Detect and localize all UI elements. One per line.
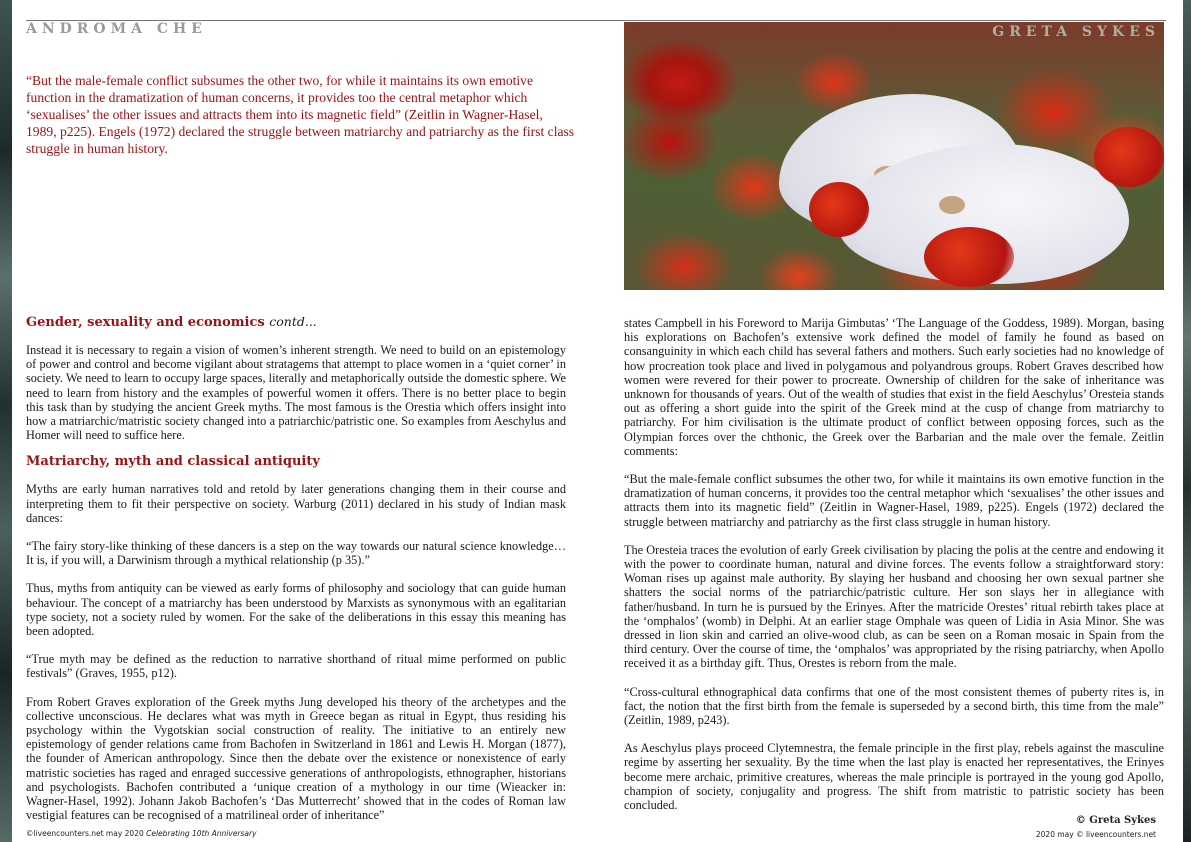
paragraph: From Robert Graves exploration of the Greek myths Jung developed his theory of the archetypes and the collective unconscious. He declares what was myth in Greece began as ritual in Egypt, thus residing his psychology within the Vygotskian social construction of reality. The initiative to an entirely new epistemology of gender relations came from Bachofen in Switzerland in 1861 and Lewis H. Morgan (1877), the founder of American anthropology. Since then the debate over the existence or nonexistence of early matristic societies has raged and enraged successive generations of anthropologists, ethnographer, historians and psychologists. Bachofen contributed a ‘unique creation of a mythology in our time (Wieacker in: Wagner-Hasel, 1992). Johann Jakob Bachofen’s ‘Das Mutterrecht’ showed that in the codes of Roman law vestigial features can be recognised of a matrilineal order of inheritance” — [26, 694, 566, 823]
heading-text: Gender, sexuality and economics — [26, 315, 265, 330]
quote-paragraph: “True myth may be defined as the reduction to narrative shorthand of ritual mime performed on public festivals” (Graves, 1955, p12). — [26, 652, 566, 681]
left-column — [26, 314, 566, 836]
poppy-flower — [924, 227, 1014, 287]
running-title-right: GRETA SYKES — [992, 24, 1160, 40]
pull-quote: “But the male-female conflict subsumes the other two, for while it maintains its own emotive function in the dramatization of human concerns, it provides too the central metaphor which ‘sexualises’ the other issues and attracts them into its magnetic field” (Zeitlin in Wagner-Hasel, 1989, p225). Engels (1972) declared the struggle between matriarchy and patriarchy as the first class struggle in human history. — [26, 73, 575, 156]
paragraph: Instead it is necessary to regain a vision of women’s inherent strength. We need to build on an epistemology of power and control and become vigilant about stratagems that attempt to place women in a ‘quiet corner’ in society. We need to learn to occupy large spaces, literally and metaphorically outside the domestic sphere. We need to learn from history and the examples of powerful women it offers. There is no better place to begin this task than by studying the ancient Greek myths. The most famous is the Orestia which offers insight into how a matriarchic/matristic society changed into a patriarchic/patristic one. So examples from Aeschylus and Homer will need to suffice here. — [26, 343, 566, 443]
magazine-spread — [12, 0, 1183, 842]
section-heading-gender — [26, 314, 566, 331]
paragraph: As Aeschylus plays proceed Clytemnestra, the female principle in the first play, rebels against the masculine regime by asserting her sexuality. By the time when the last play is enacted her representatives, the Erinyes become mere archaic, primitive creatures, whereas the male principle is portrayed in the young god Apollo, champion of society, conjugality and progress. The shift from matristic to patristic society has been concluded. — [624, 741, 1164, 813]
mask-eye-hole — [939, 196, 965, 214]
footer-author: © Greta Sykes — [1075, 815, 1156, 826]
paragraph: The Oresteia traces the evolution of early Greek civilisation by placing the polis at the centre and endowing it with the power to coordinate human, natural and divine forces. The events follow a straightforward story: Woman rises up against male authority. By slaying her husband and choosing her own sexual partner she shatters the social norms of the patriarchic/patristic culture. Her son slays her in allegiance with father/husband. In turn he is pursued by the Erinyes. After the matricide Orestes’ ritual rebirth takes place at the ‘omphalos’ (womb) in Delphi. At an earlier stage Omphale was queen of Lidia in Asia Minor. She was dressed in lion skin and carried an olive-wood club, as can be seen on a Roman mosaic in Spain from the third century. Over the course of time, the ‘omphalos’ was appropriated by the rising patriarchy, when Apollo received it as a birthday gift. Thus, Orestes is reborn from the male. — [624, 542, 1164, 671]
hero-image-masks-poppies — [624, 22, 1164, 290]
paragraph: Thus, myths from antiquity can be viewed as early forms of philosophy and sociology that can guide human behaviour. The concept of a matriarchy has been understood by Marxists as synonymous with an egalitarian type society, not a society ruled by women. For the sake of the deliberations in this essay this meaning has been adopted. — [26, 581, 566, 639]
quote-paragraph: “The fairy story-like thinking of these dancers is a step on the way towards our natural science knowledge… It is, if you will, a Darwinism through a mythical relationship (p 35).” — [26, 539, 566, 568]
footer-site: 2020 may © liveencounters.net — [1035, 830, 1156, 839]
background-edge-right — [1183, 0, 1191, 842]
footer-anniversary: Celebrating 10th Anniversary — [146, 829, 257, 838]
quote-paragraph: “But the male-female conflict subsumes the other two, for while it maintains its own emotive function in the dramatization of human concerns, it provides too the central metaphor which ‘sexualises’ the other issues and attracts them into its magnetic field” (Zeitlin in Wagner-Hasel, 1989, p225). Engels (1972) declared the struggle between matriarchy and patriarchy as the first class struggle in human history. — [624, 472, 1164, 529]
poppy-flower — [809, 182, 869, 237]
footer-left — [26, 829, 257, 838]
section-heading-matriarchy: Matriarchy, myth and classical antiquity — [26, 454, 320, 470]
running-title-left: ANDROMA CHE — [26, 21, 207, 37]
poppy-flower — [1094, 127, 1164, 187]
quote-paragraph: “Cross-cultural ethnographical data confirms that one of the most consistent themes of puberty rites is, in fact, the notion that the first birth from the female is superseded by a second birth, this time from the male” (Zeitlin, 1989, p243). — [624, 684, 1164, 728]
background-edge-left — [0, 0, 12, 842]
heading-contd: contd... — [269, 314, 317, 329]
footer-copyright: ©liveencounters.net may 2020 — [26, 829, 147, 838]
paragraph: states Campbell in his Foreword to Marija Gimbutas’ ‘The Language of the Goddess, 1989). Morgan, basing his explorations on Bachofen’s extensive work defined the model of family he found as based on consanguinity in which each child has several fathers and mothers. Such early societies had no knowledge of how procreation took place and lived in polygamous and polyandrous groups. Robert Graves described how women were revered for their power to procreate. Ownership of children for the sake of inheritance was unknown for thousands of years. Out of the wealth of studies that exist in the field Aeschylus’ Oresteia stands out as offering a short guide into the spirit of the Greek mind at the cusp of change from matriarchy to patriarchy. For him civilisation is the ultimate product of conflict between opposing forces, such as the Olympian forces over the chthonic, the Greek over the Barbarian and the male over the female. Zeitlin comments: — [624, 316, 1164, 458]
paragraph: Myths are early human narratives told and retold by later generations changing them in their course and interpreting them to fit their perspective on society. Warburg (2011) declared in his study of Indian mask dances: — [26, 482, 566, 525]
right-column — [624, 316, 1164, 826]
